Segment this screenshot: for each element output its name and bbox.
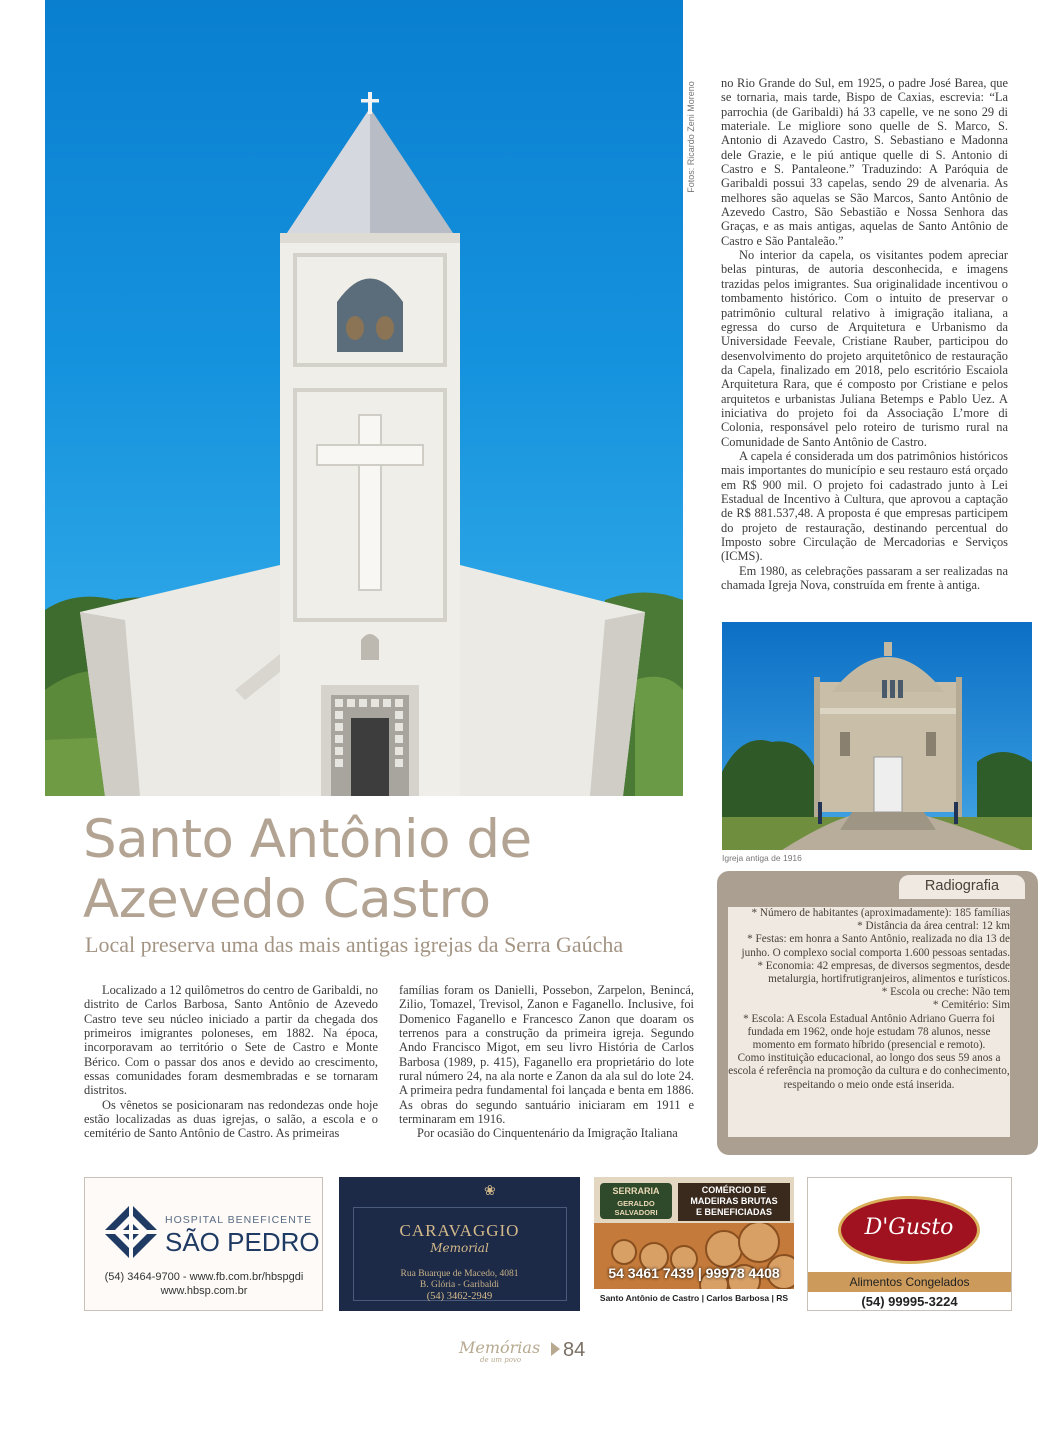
- serraria-phones: 54 3461 7439 | 99978 4408: [608, 1265, 780, 1281]
- radiografia-list: [728, 907, 1010, 1137]
- serraria-tag3: E BENEFICIADAS: [695, 1207, 772, 1217]
- list-item: * Escola ou creche: Não tem: [881, 986, 1010, 999]
- paragraph: Por ocasião do Cinquentenário da Imigração Italiana: [417, 1126, 678, 1141]
- title-line: Azevedo Castro: [83, 869, 491, 930]
- serraria-tag2: MADEIRAS BRUTAS: [690, 1196, 778, 1206]
- title-line: Santo Antônio de: [83, 809, 532, 870]
- serraria-location: Santo Antônio de Castro | Carlos Barbosa | RS: [599, 1293, 789, 1303]
- list-item: * Economia: 42 empresas, de diversos segmentos, desde metalurgia, hortifrutigranjeiros, alimentos e turísticos.: [757, 959, 1010, 986]
- list-item: * Cemitério: Sim: [932, 999, 1010, 1012]
- list-item: * Escola: A Escola Estadual Antônio Adriano Guerra foi fundada em 1962, onde hoje estudam 78 alunos, nesse momento em formato híbrido (presencial e remoto).: [743, 1012, 995, 1052]
- hospital-logo-icon: [103, 1204, 159, 1260]
- paragraph: Os vênetos se posicionaram nas redondezas onde hoje estão localizadas as duas igrejas, o salão, a escola e o cemitério de Santo Antônio de Castro. As primeiras: [84, 1097, 378, 1141]
- main-church-photo: [45, 0, 683, 796]
- photo-caption: Igreja antiga de 1916: [722, 853, 802, 863]
- paragraph: Em 1980, as celebrações passaram a ser realizadas na chamada Igreja Nova, construída em frente à antiga.: [721, 563, 1008, 593]
- ad-dgusto[interactable]: [807, 1177, 1012, 1311]
- hospital-line1: HOSPITAL BENEFICENTE: [165, 1214, 313, 1226]
- list-item: Como instituição educacional, ao longo dos seus 59 anos a escola é referência na promoção da cultura e do conhecimento, respeitando o meio onde está inserida.: [728, 1052, 1010, 1091]
- paragraph: No interior da capela, os visitantes podem apreciar belas pinturas, de autoria desconhecida, e imagens trazidas pelos imigrantes. Sua originalidade incentivou o tombamento histórico. Com o intuito de preservar o patrimônio cultural relativo à imigração italiana, a egressa do curso de Arquitetura e Urbanismo da Universidade Feevale, Cristiane Rauber, participou do desenvolvimento do projeto arquitetônico de restauração da Capela, finalizado em 2018, pelo escritório Escaiola Arquitetura Rara, que é composto por Cristiane e pelos arquitetos e urbanistas Juliana Betemps e Pablo Uez. A iniciativa do projeto foi da Associação L’more di Colonia, responsável pelo roteiro de turismo rural na Comunidade de Santo Antônio de Castro.: [721, 248, 1008, 449]
- caravaggio-phone: (54) 3462-2949: [426, 1291, 493, 1302]
- caravaggio-address1: Rua Buarque de Macedo, 4081: [400, 1269, 519, 1279]
- caravaggio-sub: Memorial: [430, 1241, 489, 1255]
- dgusto-name: D'Gusto: [864, 1215, 954, 1240]
- list-item: * Número de habitantes (aproximadamente): 185 famílias: [751, 907, 1010, 919]
- article-column-1: [84, 983, 378, 1141]
- page-subtitle: Local preserva uma das mais antigas igrejas da Serra Gaúcha: [85, 932, 624, 957]
- serraria-tag1: COMÉRCIO DE: [701, 1185, 767, 1195]
- arrow-icon: [551, 1342, 560, 1356]
- old-church-photo: [722, 622, 1032, 850]
- article-column-2: [399, 983, 694, 1141]
- paragraph: famílias foram os Danielli, Possebon, Zarpelon, Benincá, Zilio, Tomazel, Trevisol, Zanon e Faganello. Inclusive, foi Domenico Faganello e Francesco Zanon que doaram os terrenos para a construção da primeira igreja. Segundo Ando Francisco Migot, em seu livro História de Carlos Barbosa (1989, p. 415), Faganello era proprietário do lote rural número 24, na ala norte e Zanon da ala sul do lote 24. A primeira pedra fundamental foi lançada e benta em 1886. As obras do segundo santuário iniciaram em 1911 e terminaram em 1916.: [399, 983, 694, 1127]
- ad-hospital-sao-pedro[interactable]: [84, 1177, 323, 1311]
- caravaggio-address2: B. Glória - Garibaldi: [419, 1280, 500, 1290]
- ad-caravaggio-memorial[interactable]: [339, 1177, 580, 1311]
- paragraph: A capela é considerada um dos patrimônios históricos mais importantes do município e seu restauro está orçado em R$ 900 mil. O projeto foi cadastrado junto à Lei Estadual de Incentivo à Cultura, que aprovou a captação de R$ 881.537,48. A proposta é que empresas participem do projeto de restauração, destinando percentual do Imposto sobre Circulação de Mercadorias e Serviços (ICMS).: [721, 448, 1008, 564]
- hospital-site: www.hbsp.com.br: [160, 1285, 248, 1297]
- hospital-name: SÃO PEDRO: [165, 1227, 320, 1257]
- list-item: * Distância da área central: 12 km: [857, 920, 1010, 933]
- page-number: 84: [563, 1339, 586, 1361]
- dgusto-phone: (54) 99995-3224: [861, 1294, 958, 1309]
- radiografia-title: Radiografia: [924, 878, 1000, 894]
- caravaggio-name: CARAVAGGIO: [399, 1221, 520, 1240]
- serraria-name1: SERRARIA: [612, 1186, 660, 1196]
- right-column-text: [721, 76, 1008, 592]
- rose-icon: ❀: [484, 1184, 496, 1199]
- magazine-logo-sub: de um povo: [480, 1356, 522, 1364]
- magazine-logo: Memórias: [459, 1338, 541, 1357]
- list-item: * Festas: em honra a Santo Antônio, realizada no dia 13 de junho. O complexo social comporta 1.600 pessoas sentadas.: [741, 933, 1010, 959]
- paragraph: no Rio Grande do Sul, em 1925, o padre José Barea, que se tornaria, mais tarde, Bispo de Caxias, escrevia: “La parrochia (de Garibaldi) há 33 capelle, ve ne sono 29 di materiale. Le migliore sono quelle de S. Marco, S. Antonio di Azavedo Castro, S. Sebastiano e Madonna dele Grazie, e le piú antique quelle di S. Antonio di Castro e S. Pantaleone.” Traduzindo: A Paróquia de Garibaldi possui 33 capelas, sendo 29 de alvenaria. As melhores são aquelas se São Marcos, Santo Antônio de Azevedo Castro, São Sebastião e Nossa Senhora das Graças, e as mais antigas, aquelas de Santo Antônio de Castro e São Pantaleão.”: [721, 76, 1008, 248]
- ad-serraria-salvadori[interactable]: [594, 1177, 794, 1311]
- page-title: [83, 810, 683, 930]
- paragraph: Localizado a 12 quilômetros do centro de Garibaldi, no distrito de Carlos Barbosa, Santo Antônio de Azevedo Castro teve seu núcleo iniciado a partir da chegada dos primeiros imigrantes poloneses, em 1882. Na época, incorporavam ao território o Sete de Castro e Monte Bérico. Com o passar dos anos e devido ao crescimento, essas comunidades foram desmembradas e se tornaram distritos.: [84, 983, 378, 1098]
- photo-credit: Fotos: Ricardo Zeni Moreno: [686, 81, 696, 193]
- hospital-contact: (54) 3464-9700 - www.fb.com.br/hbspgdi: [104, 1271, 304, 1283]
- dgusto-tagline: Alimentos Congelados: [849, 1275, 970, 1289]
- serraria-name2: GERALDO SALVADORI: [614, 1199, 658, 1217]
